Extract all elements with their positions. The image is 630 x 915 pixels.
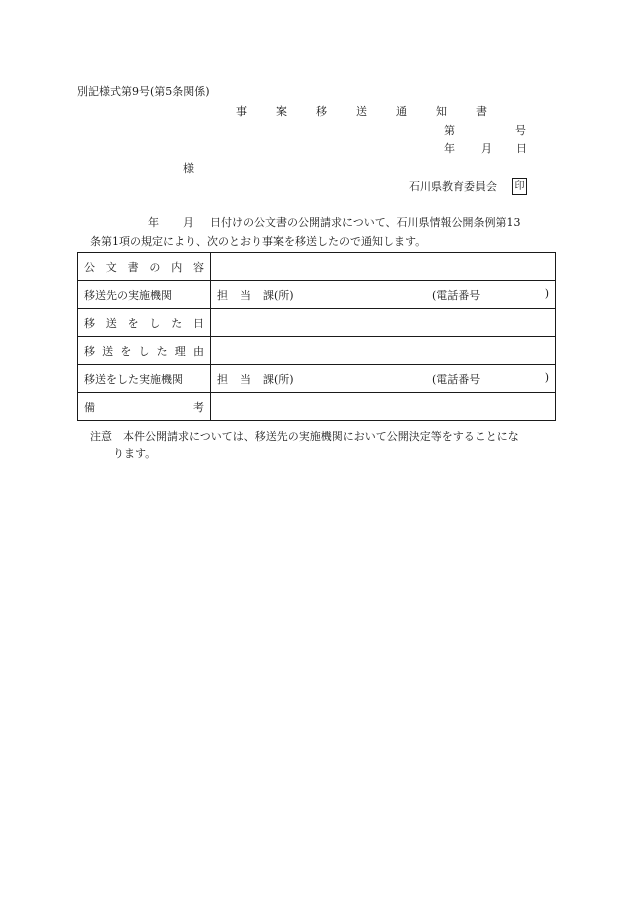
note-line-2: ります。 (113, 447, 157, 460)
label-char: を (127, 316, 139, 330)
form-reference: 別記様式第9号(第5条関係) (77, 85, 210, 98)
addressee-suffix: 様 (183, 162, 194, 175)
department-field (217, 287, 432, 303)
row-value[interactable] (211, 281, 556, 309)
table-row (78, 393, 556, 421)
row-value[interactable] (211, 337, 556, 365)
table-row (78, 309, 556, 337)
seal-stamp: 印 (512, 178, 527, 195)
row-label (78, 337, 211, 365)
row-value[interactable] (211, 253, 556, 281)
department-field (217, 371, 432, 387)
phone-label: (電話番号 (432, 372, 481, 386)
note-line-1: 注意 本件公開請求については、移送先の実施機関において公開決定等をすることにな (90, 430, 519, 443)
row-label (78, 253, 211, 281)
phone-close: ) (544, 370, 549, 384)
label-text: 移送先の実施機関 (84, 288, 172, 302)
row-label (78, 281, 211, 309)
number-prefix: 第 (444, 124, 455, 137)
label-char: し (149, 316, 161, 330)
number-suffix: 号 (515, 124, 526, 137)
label-char: 理 (174, 344, 186, 358)
label-char: た (171, 316, 183, 330)
dept-char: 当 (240, 288, 251, 302)
table-row (78, 337, 556, 365)
label-char: 備 (84, 400, 95, 414)
body-line-1 (148, 216, 521, 230)
label-char: 由 (192, 344, 204, 358)
label-char: 移 (84, 316, 95, 330)
date-day: 日 (516, 142, 527, 155)
dept-char: 課(所) (263, 288, 294, 302)
dept-char: 課(所) (263, 372, 294, 386)
label-char: 内 (171, 260, 183, 274)
issuer-name: 石川県教育委員会 (409, 180, 497, 193)
row-value[interactable] (211, 309, 556, 337)
label-char: の (149, 260, 161, 274)
body-year: 年 (148, 216, 159, 229)
label-char: 公 (84, 260, 95, 274)
label-char: 文 (105, 260, 117, 274)
table-row (78, 281, 556, 309)
label-char: 書 (127, 260, 139, 274)
label-char: 容 (192, 260, 204, 274)
label-char: 移 (84, 344, 95, 358)
label-char: を (120, 344, 132, 358)
body-text-1: 日付けの公文書の公開請求について、石川県情報公開条例第13 (210, 216, 521, 229)
phone-field (432, 287, 549, 303)
notice-table (77, 252, 556, 421)
phone-close: ) (544, 286, 549, 300)
label-char: 考 (193, 400, 204, 414)
document-title: 事 案 移 送 通 知 書 (236, 105, 496, 118)
row-label (78, 365, 211, 393)
date-month: 月 (481, 142, 492, 155)
label-char: 日 (192, 316, 204, 330)
dept-char: 担 (217, 288, 228, 302)
dept-char: 当 (240, 372, 251, 386)
row-value[interactable] (211, 393, 556, 421)
table-row (78, 253, 556, 281)
label-text: 移送をした実施機関 (84, 372, 183, 386)
row-label (78, 393, 211, 421)
date-year: 年 (444, 142, 455, 155)
row-value[interactable] (211, 365, 556, 393)
label-char: 送 (105, 316, 117, 330)
label-char: し (138, 344, 150, 358)
row-label (78, 309, 211, 337)
label-char: 送 (102, 344, 114, 358)
dept-char: 担 (217, 372, 228, 386)
phone-label: (電話番号 (432, 288, 481, 302)
body-line-2: 条第1項の規定により、次のとおり事案を移送したので通知します。 (90, 235, 427, 248)
body-month: 月 (183, 216, 194, 229)
date-line (444, 142, 527, 156)
table-row (78, 365, 556, 393)
label-char: た (156, 344, 168, 358)
phone-field (432, 371, 549, 387)
